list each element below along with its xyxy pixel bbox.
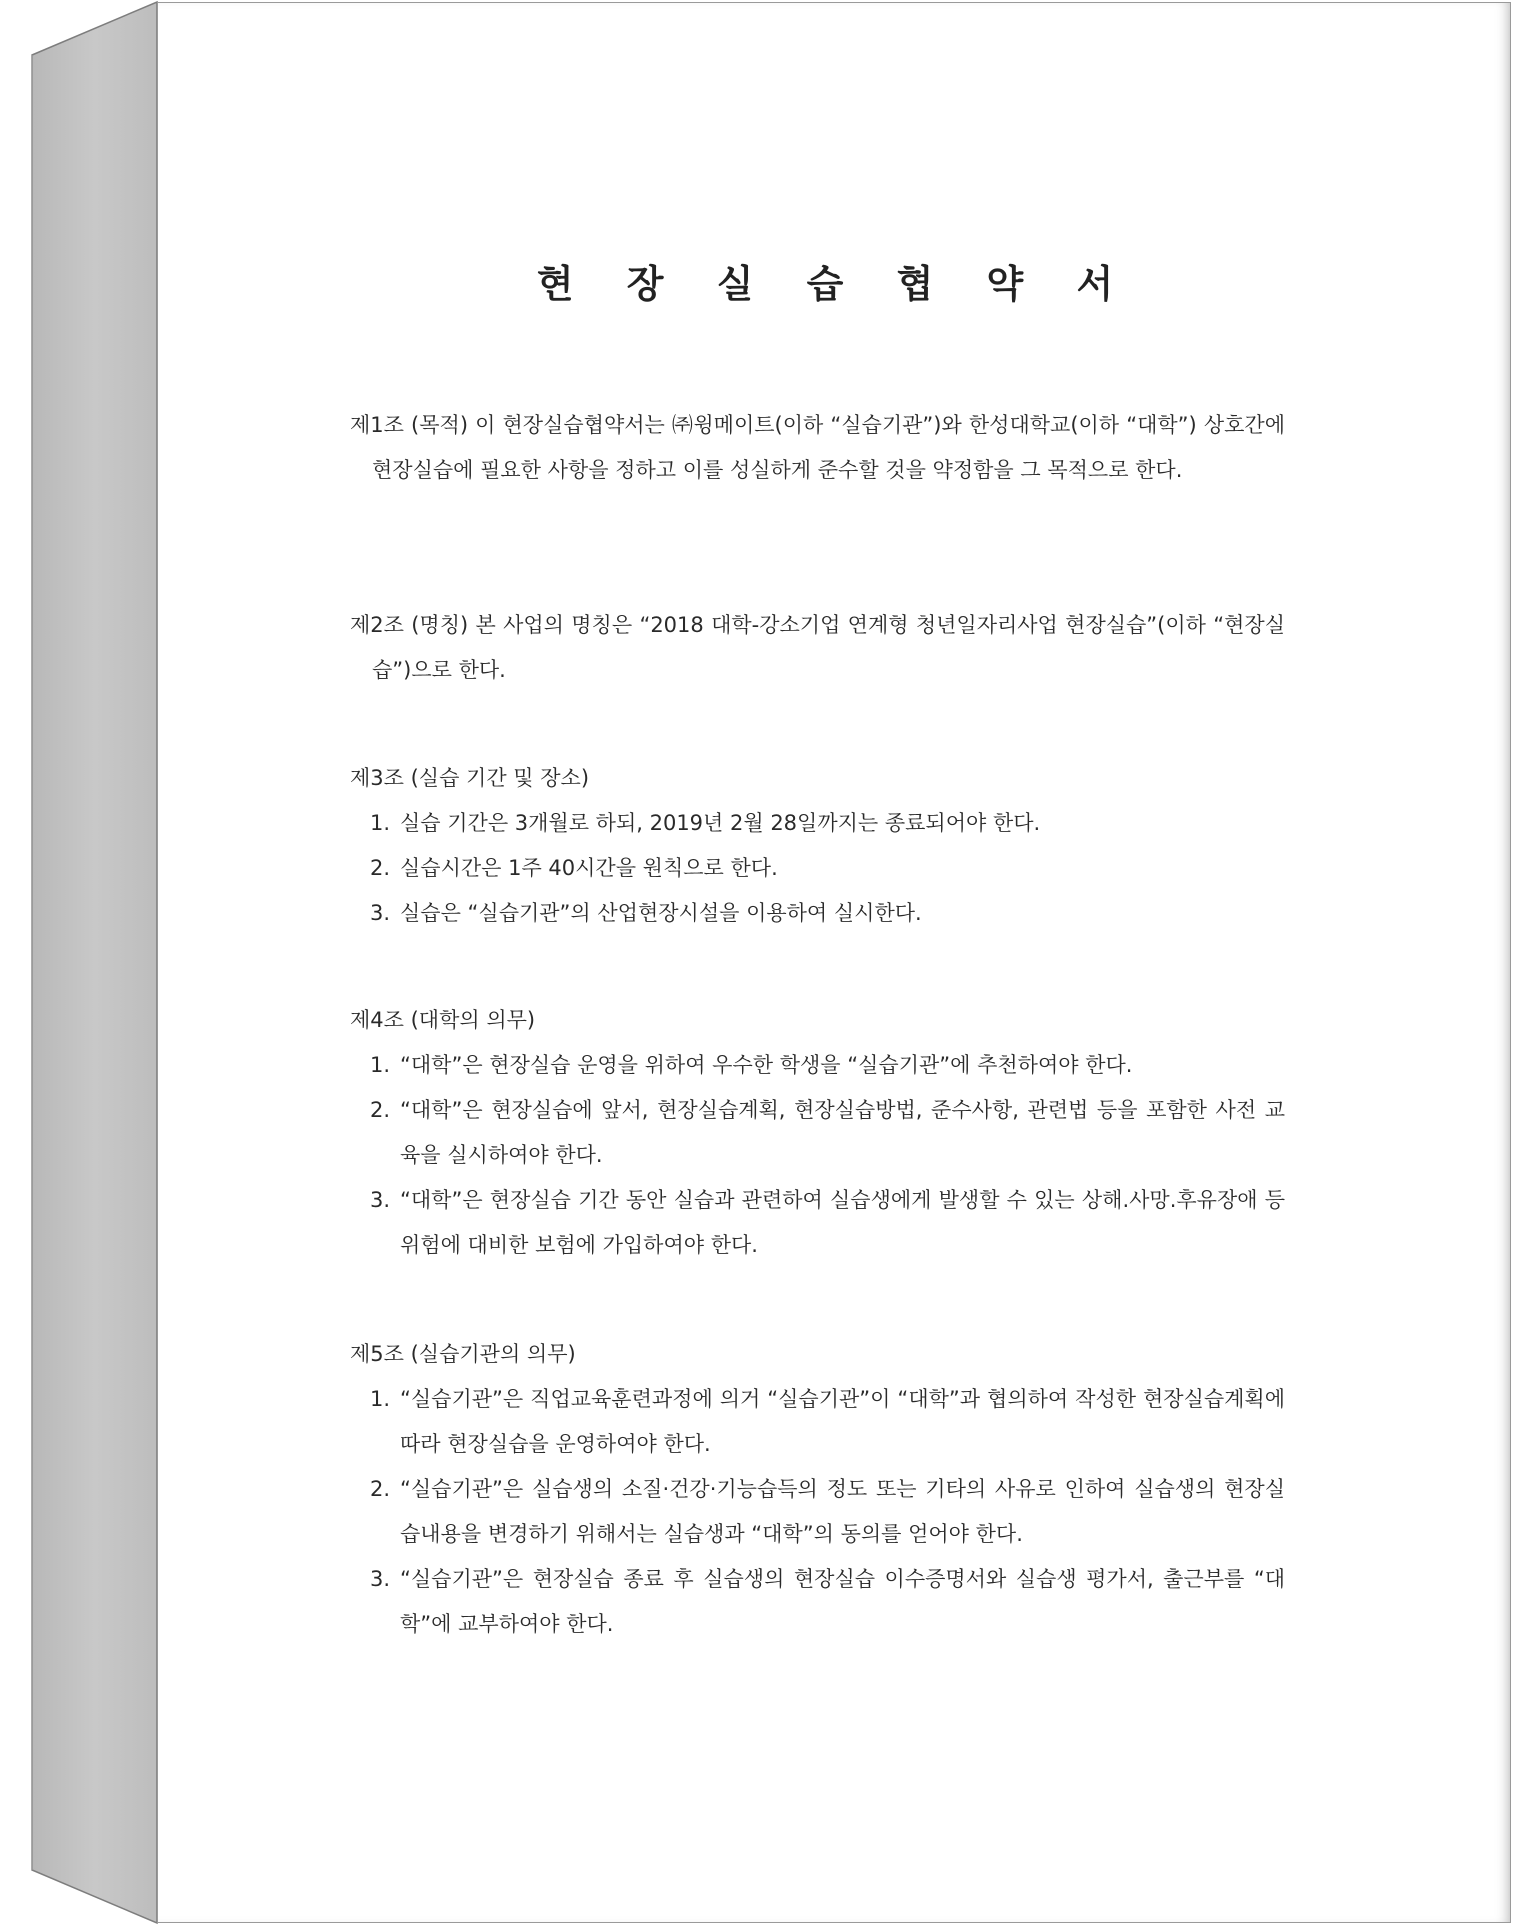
binder-spine bbox=[0, 0, 160, 1926]
list-item bbox=[350, 1088, 1285, 1178]
item-text: “실습기관”은 직업교육훈련과정에 의거 “실습기관”이 “대학”과 협의하여 작성한 현장실습계획에 따라 현장실습을 운영하여야 한다. bbox=[400, 1387, 1285, 1456]
list-item bbox=[350, 1467, 1285, 1557]
list-item bbox=[350, 891, 1285, 936]
list-item bbox=[350, 1557, 1285, 1647]
item-text: “대학”은 현장실습 운영을 위하여 우수한 학생을 “실습기관”에 추천하여야 한다. bbox=[400, 1053, 1133, 1077]
list-item bbox=[350, 1377, 1285, 1467]
article-3 bbox=[350, 756, 1285, 936]
item-number: 1. bbox=[370, 1053, 391, 1077]
article-4-items bbox=[350, 1043, 1285, 1268]
article-3-items bbox=[350, 801, 1285, 936]
article-5-heading: 제5조 (실습기관의 의무) bbox=[350, 1342, 576, 1366]
item-number: 1. bbox=[370, 811, 391, 835]
article-4 bbox=[350, 998, 1285, 1268]
item-text: “실습기관”은 실습생의 소질·건강·기능습득의 정도 또는 기타의 사유로 인하여 실습생의 현장실습내용을 변경하기 위해서는 실습생과 “대학”의 동의를 얻어야 한다. bbox=[400, 1477, 1285, 1546]
item-text: “대학”은 현장실습 기간 동안 실습과 관련하여 실습생에게 발생할 수 있는 상해.사망.후유장애 등 위험에 대비한 보험에 가입하여야 한다. bbox=[400, 1188, 1285, 1257]
item-number: 1. bbox=[370, 1387, 391, 1411]
item-text: 실습은 “실습기관”의 산업현장시설을 이용하여 실시한다. bbox=[400, 901, 922, 925]
article-4-heading: 제4조 (대학의 의무) bbox=[350, 1008, 536, 1032]
item-text: “실습기관”은 현장실습 종료 후 실습생의 현장실습 이수증명서와 실습생 평가서, 출근부를 “대학”에 교부하여야 한다. bbox=[400, 1567, 1285, 1636]
article-2 bbox=[350, 603, 1285, 693]
article-5-items bbox=[350, 1377, 1285, 1647]
article-5 bbox=[350, 1332, 1285, 1647]
item-text: 실습시간은 1주 40시간을 원칙으로 한다. bbox=[400, 856, 778, 880]
article-3-heading: 제3조 (실습 기간 및 장소) bbox=[350, 766, 590, 790]
item-number: 3. bbox=[370, 1567, 391, 1591]
item-number: 2. bbox=[370, 1098, 391, 1122]
item-number: 3. bbox=[370, 901, 391, 925]
list-item bbox=[350, 1178, 1285, 1268]
item-number: 2. bbox=[370, 1477, 391, 1501]
item-number: 2. bbox=[370, 856, 391, 880]
document-page bbox=[157, 2, 1511, 1923]
list-item bbox=[350, 801, 1285, 846]
list-item bbox=[350, 1043, 1285, 1088]
list-item bbox=[350, 846, 1285, 891]
item-text: 실습 기간은 3개월로 하되, 2019년 2월 28일까지는 종료되어야 한다. bbox=[400, 811, 1041, 835]
document-title: 현 장 실 습 협 약 서 bbox=[536, 262, 1134, 306]
article-2-text: 제2조 (명칭) 본 사업의 명칭은 “2018 대학-강소기업 연계형 청년일자리사업 현장실습”(이하 “현장실습”)으로 한다. bbox=[350, 613, 1285, 682]
item-text: “대학”은 현장실습에 앞서, 현장실습계획, 현장실습방법, 준수사항, 관련법 등을 포함한 사전 교육을 실시하여야 한다. bbox=[400, 1098, 1285, 1167]
article-1 bbox=[350, 403, 1285, 493]
item-number: 3. bbox=[370, 1188, 391, 1212]
article-1-text: 제1조 (목적) 이 현장실습협약서는 ㈜윙메이트(이하 “실습기관”)와 한성대학교(이하 “대학”) 상호간에 현장실습에 필요한 사항을 정하고 이를 성실하게 준수할 것을 약정함을 그 목적으로 한다. bbox=[350, 413, 1285, 482]
